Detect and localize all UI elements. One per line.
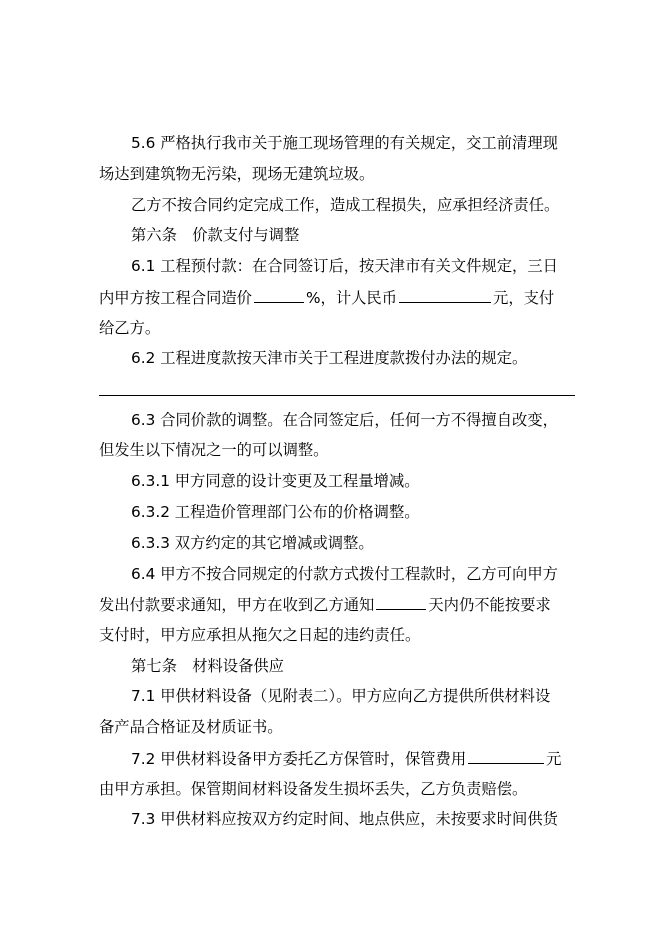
clause-6-3-3: 6.3.3 双方约定的其它增减或调整。 xyxy=(131,534,374,552)
clause-7-3-line-1: 7.3 甲供材料应按双方约定时间、地点供应，未按要求时间供货 xyxy=(131,810,558,828)
liability-paragraph: 乙方不按合同约定完成工作，造成工程损失，应承担经济责任。 xyxy=(131,196,560,214)
clause-7-2-text-a: 7.2 甲供材料设备甲方委托乙方保管时，保管费用 xyxy=(131,750,467,768)
clause-7-1-line-1: 7.1 甲供材料设备（见附表二）。甲方应向乙方提供所供材料设 xyxy=(131,687,551,705)
clause-6-3-line-1: 6.3 合同价款的调整。在合同签定后，任何一方不得擅自改变， xyxy=(131,411,558,429)
clause-6-1-line-1: 6.1 工程预付款：在合同签订后，按天津市有关文件规定，三日 xyxy=(131,257,558,275)
clause-6-3-1: 6.3.1 甲方同意的设计变更及工程量增减。 xyxy=(131,472,420,490)
article-7-heading: 第七条 材料设备供应 xyxy=(131,657,284,675)
percent-blank xyxy=(254,287,304,303)
clause-6-3-2: 6.3.2 工程造价管理部门公布的价格调整。 xyxy=(131,503,420,521)
horizontal-separator xyxy=(99,395,575,396)
clause-6-4-line-3: 支付时，甲方应承担从拖欠之日起的违约责任。 xyxy=(99,626,421,644)
clause-6-4-line-2 xyxy=(99,594,577,614)
clause-6-3-line-2: 但发生以下情况之一的可以调整。 xyxy=(99,441,329,459)
days-blank xyxy=(376,594,426,610)
clause-6-1-line-3: 给乙方。 xyxy=(99,319,161,337)
clause-7-2-text-b: 元 xyxy=(546,750,562,768)
clause-6-4-text-b: 天内仍不能按要求 xyxy=(428,596,551,614)
rmb-amount-blank xyxy=(399,287,491,303)
clause-6-1-text-c: 元，支付 xyxy=(493,289,555,307)
clause-7-2-line-1 xyxy=(131,748,577,768)
clause-6-4-line-1: 6.4 甲方不按合同规定的付款方式拨付工程款时，乙方可向甲方 xyxy=(131,565,558,583)
clause-6-2: 6.2 工程进度款按天津市关于工程进度款拨付办法的规定。 xyxy=(131,349,528,367)
article-6-heading: 第六条 价款支付与调整 xyxy=(131,226,300,244)
clause-6-1-text-a: 内甲方按工程合同造价 xyxy=(99,289,252,307)
clause-6-1-text-b: %，计人民币 xyxy=(305,289,398,307)
clause-7-2-line-2: 由甲方承担。保管期间材料设备发生损坏丢失，乙方负责赔偿。 xyxy=(99,780,528,798)
clause-5-6-line-1: 5.6 严格执行我市关于施工现场管理的有关规定，交工前清理现 xyxy=(131,134,558,152)
clause-7-1-line-2: 备产品合格证及材质证书。 xyxy=(99,718,283,736)
storage-fee-blank xyxy=(468,748,544,764)
clause-5-6-line-2: 场达到建筑物无污染，现场无建筑垃圾。 xyxy=(99,165,375,183)
clause-6-1-line-2 xyxy=(99,287,577,307)
clause-6-4-text-a: 发出付款要求通知，甲方在收到乙方通知 xyxy=(99,596,375,614)
